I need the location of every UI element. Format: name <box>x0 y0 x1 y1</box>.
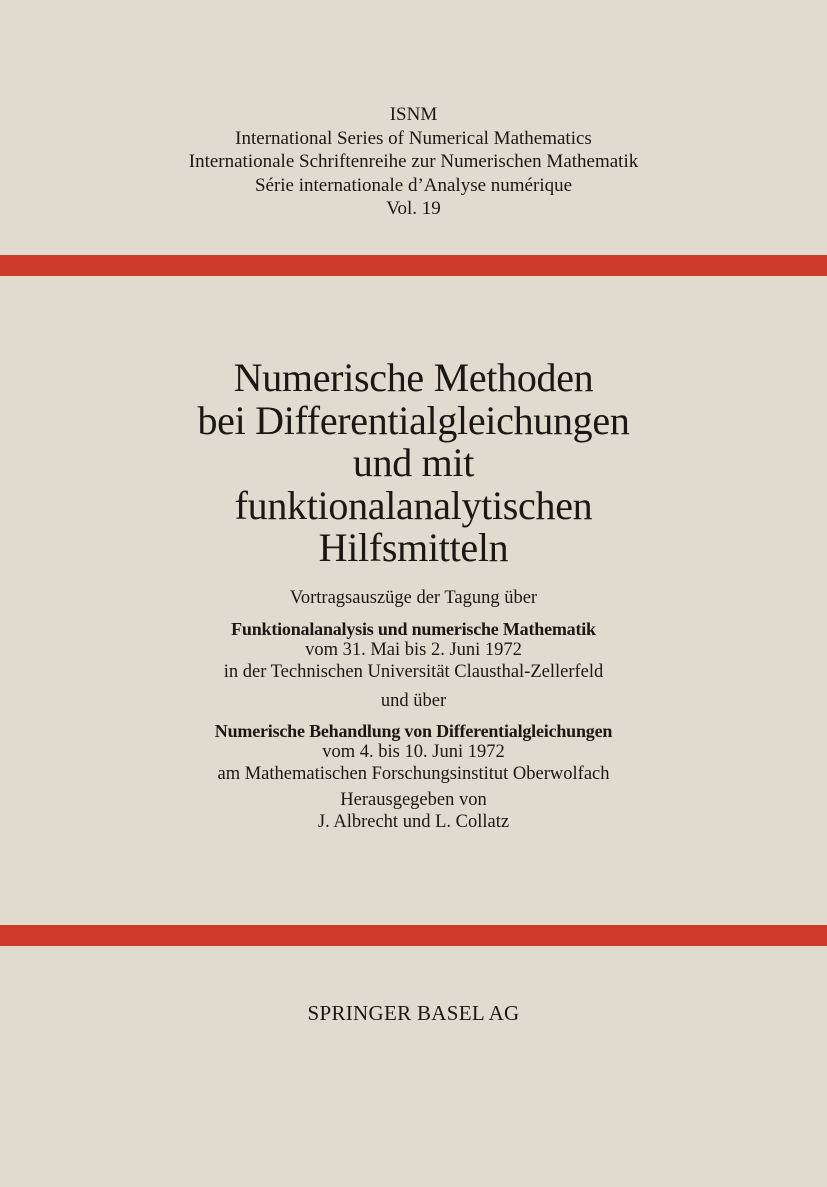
series-name-german: Internationale Schriftenreihe zur Numerischen Mathematik <box>188 151 639 173</box>
series-acronym: ISNM <box>389 104 438 125</box>
intro-text: Vortragsauszüge der Tagung über <box>289 588 538 608</box>
connector-text: und über <box>380 691 447 711</box>
conference-details <box>0 588 827 833</box>
conference2-dates: vom 4. bis 10. Juni 1972 <box>322 742 505 762</box>
title-line: funktionalanalytischen <box>234 482 593 528</box>
book-title <box>0 357 827 570</box>
publisher-name: SPRINGER BASEL AG <box>307 1001 520 1025</box>
title-line: Hilfsmitteln <box>318 525 509 570</box>
edited-by-label: Herausgegeben von <box>340 790 487 810</box>
title-line: Numerische Methoden <box>233 355 594 400</box>
editors: J. Albrecht und L. Collatz <box>317 811 510 832</box>
title-line: bei Differentialgleichungen <box>197 397 630 443</box>
title-line: und mit <box>352 440 475 485</box>
bottom-red-band <box>0 925 827 946</box>
conference1-dates: vom 31. Mai bis 2. Juni 1972 <box>305 640 522 660</box>
conference1-name: Funktionalanalysis und numerische Mathematik <box>231 618 596 639</box>
series-header <box>0 103 827 221</box>
conference1-location: in der Technischen Universität Clausthal-Zellerfeld <box>223 661 604 682</box>
conference2-name: Numerische Behandlung von Differentialgleichungen <box>214 720 613 741</box>
conference2-location: am Mathematischen Forschungsinstitut Oberwolfach <box>217 763 610 784</box>
series-name-french: Série internationale d’Analyse numérique <box>254 174 573 196</box>
series-volume: Vol. 19 <box>386 198 441 220</box>
series-name-english: International Series of Numerical Mathematics <box>235 127 592 149</box>
top-red-band <box>0 255 827 276</box>
